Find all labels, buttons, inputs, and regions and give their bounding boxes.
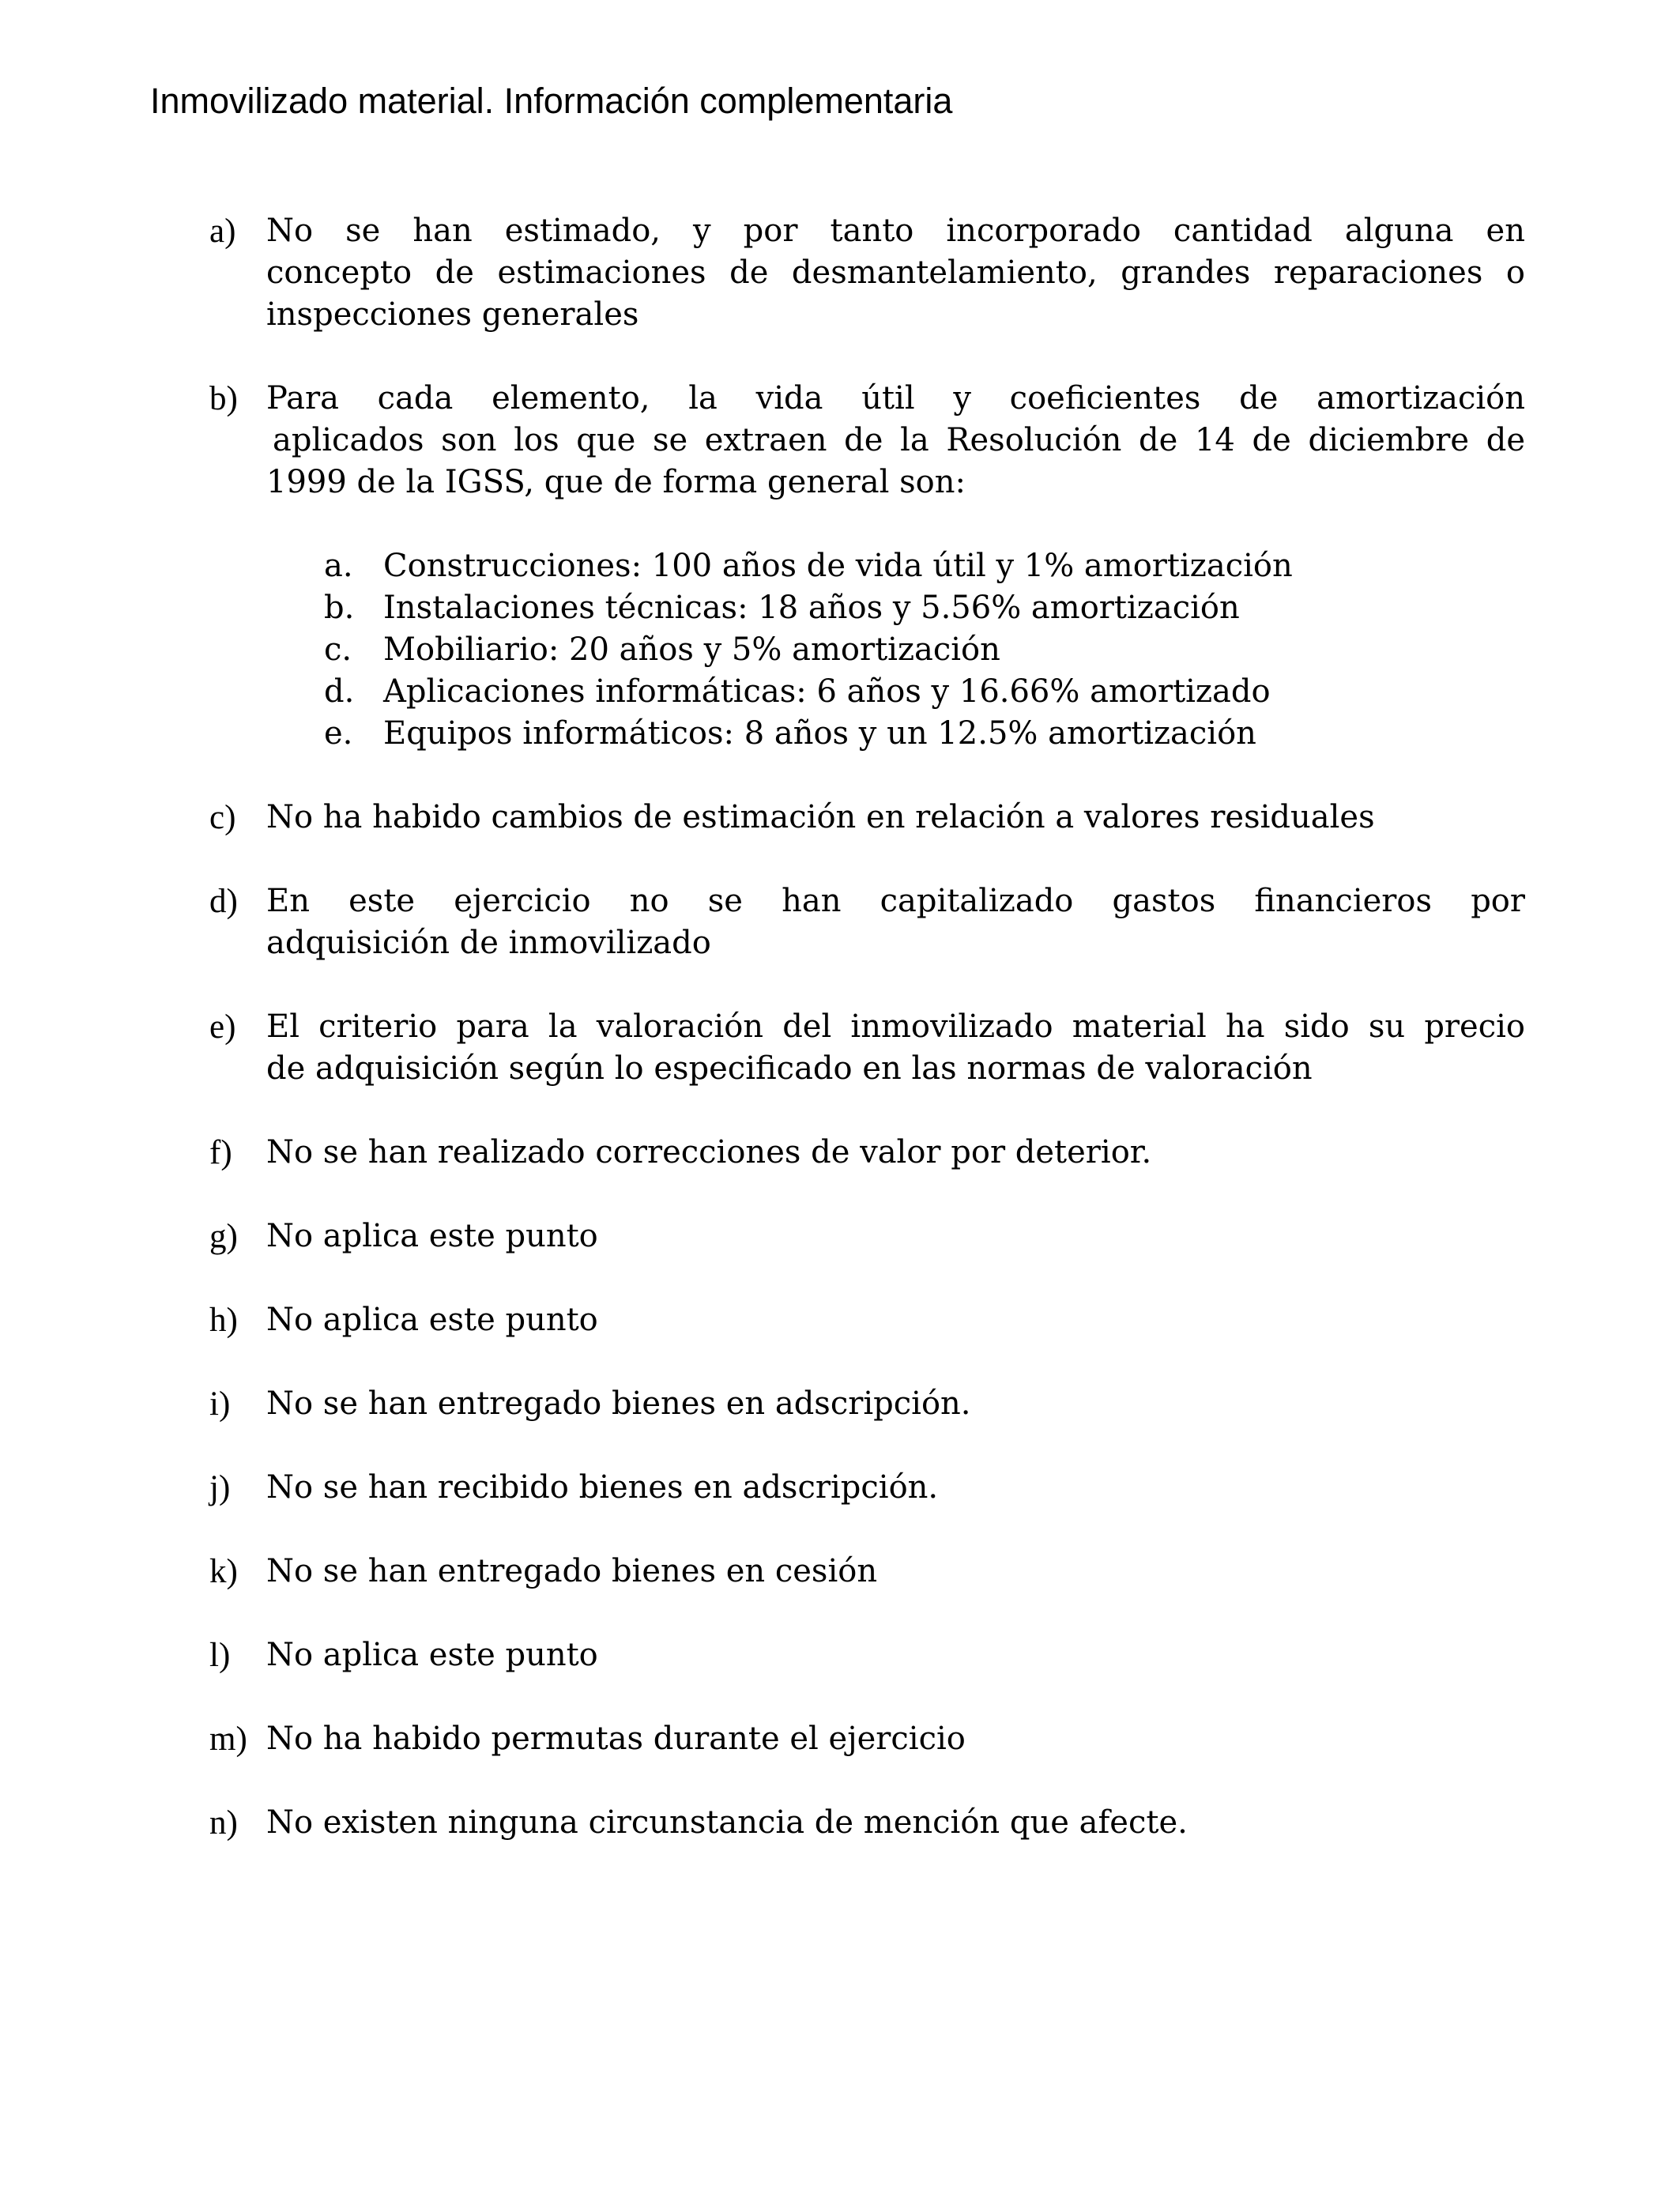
text-line: No se han estimado, y por tanto incorporado cantidad alguna en — [266, 213, 1525, 249]
list-marker: j) — [209, 1469, 231, 1506]
list-item-text — [266, 1132, 1525, 1174]
sub-list-marker: e. — [324, 715, 353, 752]
list-item-text — [266, 1802, 1525, 1844]
sub-list-marker: a. — [324, 548, 353, 584]
text-line: concepto de estimaciones de desmantelamiento, grandes reparaciones o — [266, 254, 1525, 291]
list-item-text — [266, 1216, 1525, 1257]
text-line: No ha habido cambios de estimación en relación a valores residuales — [266, 799, 1375, 835]
list-item-text — [266, 1006, 1525, 1090]
list-item-text — [266, 1718, 1525, 1760]
list-marker: i) — [209, 1385, 231, 1423]
sub-list-marker: b. — [324, 590, 355, 626]
sub-list-text: Construcciones: 100 años de vida útil y 1% amortización — [383, 548, 1293, 584]
text-line: 1999 de la IGSS, que de forma general son: — [266, 464, 966, 500]
list-item-text — [266, 1634, 1525, 1676]
list-marker: m) — [209, 1721, 247, 1758]
text-line: aplicados son los que se extraen de la Resolución de 14 de diciembre de — [273, 422, 1525, 458]
list-marker: k) — [209, 1553, 238, 1590]
list-marker: b) — [209, 380, 238, 417]
list-marker: d) — [209, 883, 238, 920]
list-marker: n) — [209, 1804, 238, 1842]
text-line: No aplica este punto — [266, 1302, 598, 1338]
page-title: Inmovilizado material. Información complementaria — [150, 81, 953, 121]
sub-list-marker: c. — [324, 631, 352, 668]
text-line: Para cada elemento, la vida útil y coeficientes de amortización — [266, 380, 1525, 417]
list-marker: f) — [209, 1134, 232, 1171]
list-marker: a) — [209, 213, 236, 250]
list-marker: e) — [209, 1008, 236, 1046]
text-line: No ha habido permutas durante el ejercicio — [266, 1721, 966, 1757]
list-item-text — [266, 1383, 1525, 1425]
text-line: No aplica este punto — [266, 1637, 598, 1673]
text-line: de adquisición según lo especificado en las normas de valoración — [266, 1050, 1313, 1087]
list-marker: g) — [209, 1218, 238, 1255]
list-marker: h) — [209, 1302, 238, 1339]
sub-list-marker: d. — [324, 673, 355, 710]
text-line: No se han entregado bienes en cesión — [266, 1553, 878, 1589]
sub-list-text: Equipos informáticos: 8 años y un 12.5% amortización — [383, 715, 1256, 752]
list-item-text — [266, 1467, 1525, 1509]
text-line: No se han entregado bienes en adscripción. — [266, 1385, 971, 1422]
sub-list-text: Instalaciones técnicas: 18 años y 5.56% amortización — [383, 590, 1240, 626]
sub-list-text: Aplicaciones informáticas: 6 años y 16.66% amortizado — [383, 673, 1271, 710]
list-item-text — [266, 210, 1525, 336]
list-marker: l) — [209, 1637, 231, 1674]
list-item-text — [266, 378, 1525, 503]
text-line: No aplica este punto — [266, 1218, 598, 1254]
list-item-text — [266, 1299, 1525, 1341]
text-line: No existen ninguna circunstancia de mención que afecte. — [266, 1804, 1188, 1841]
list-item-text — [266, 880, 1525, 964]
list-item-text — [266, 797, 1525, 839]
text-line: No se han recibido bienes en adscripción. — [266, 1469, 939, 1506]
text-line: No se han realizado correcciones de valor por deterior. — [266, 1134, 1152, 1171]
list-marker: c) — [209, 799, 236, 836]
text-line: inspecciones generales — [266, 296, 639, 333]
text-line: En este ejercicio no se han capitalizado gastos financieros por — [266, 883, 1525, 919]
text-line: adquisición de inmovilizado — [266, 925, 711, 961]
sub-list-text: Mobiliario: 20 años y 5% amortización — [383, 631, 1000, 668]
text-line: El criterio para la valoración del inmovilizado material ha sido su precio — [266, 1008, 1525, 1045]
list-item-text — [266, 1551, 1525, 1593]
